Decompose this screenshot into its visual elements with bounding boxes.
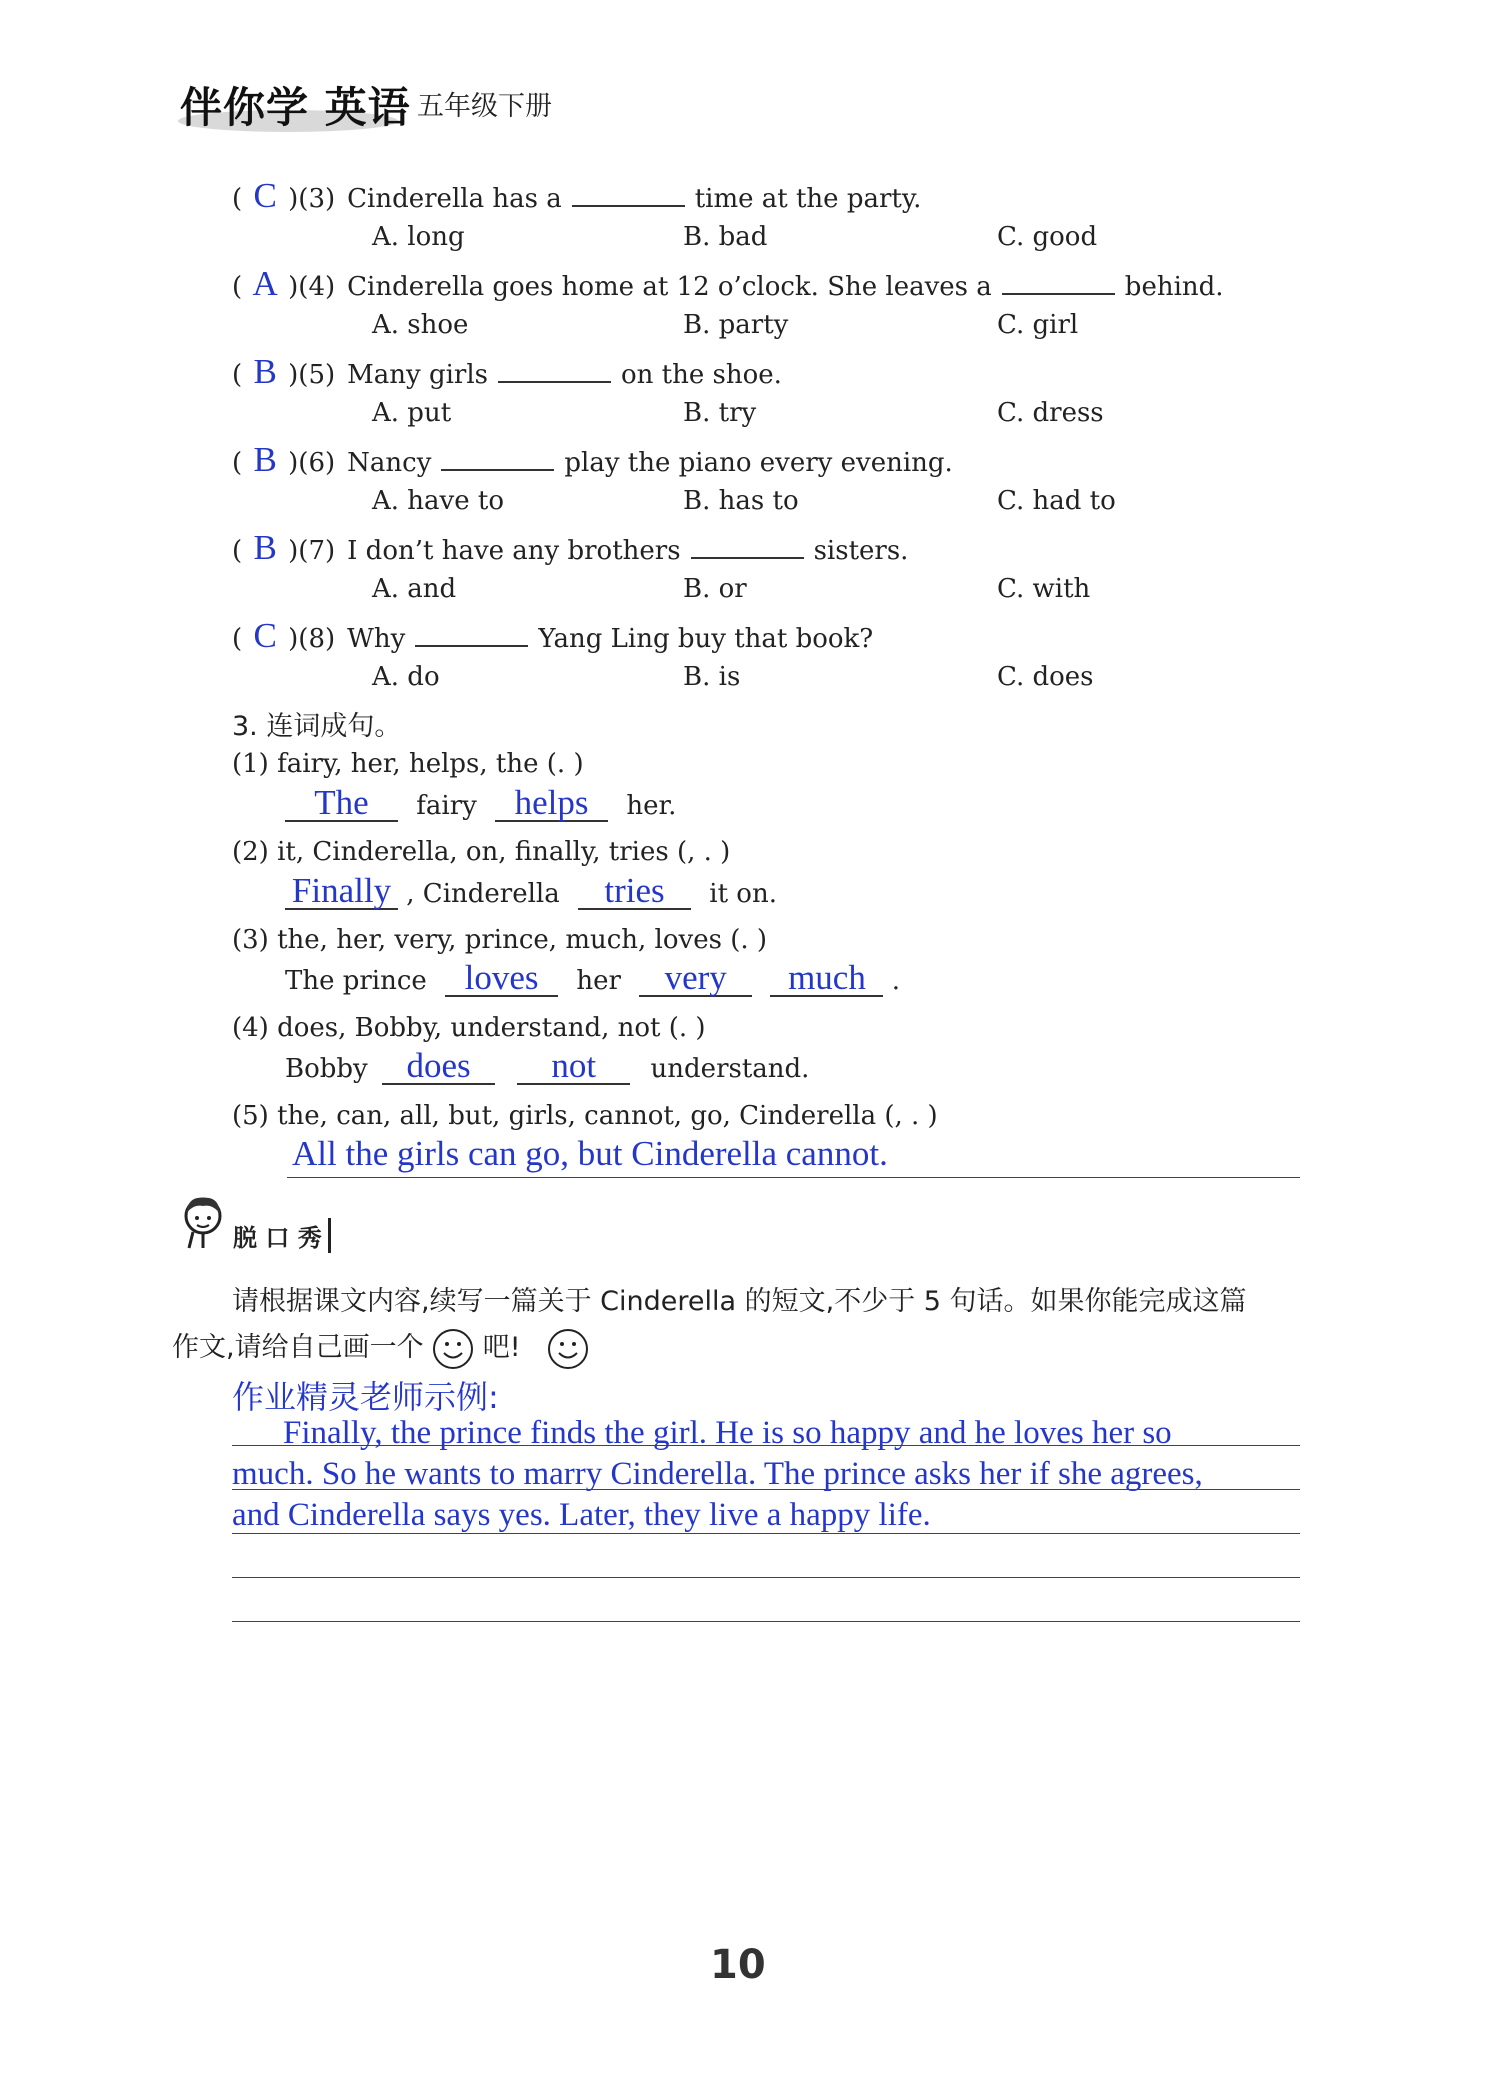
mcq-question — [232, 530, 908, 565]
mcq-blank — [415, 625, 528, 647]
mcq-number: )(6) — [288, 448, 336, 478]
mcq-question — [232, 618, 873, 653]
mcq-stem-before: Cinderella has a — [347, 184, 562, 214]
mcq-option: B. bad — [683, 222, 768, 252]
mcq-option: A. shoe — [372, 310, 469, 340]
sample-line-2: much. So he wants to marry Cinderella. The prince asks her if she agrees, — [232, 1456, 1203, 1492]
mcq-blank — [441, 449, 554, 471]
teacher-example-label: 作业精灵老师示例: — [232, 1378, 499, 1416]
mcq-stem-after: time at the party. — [694, 184, 922, 214]
talk-show-badge: 脱 口 秀 — [233, 1218, 331, 1253]
s3-1-blank-b: helps — [495, 785, 608, 822]
mcq-answer: B — [253, 528, 277, 567]
s3-4-lead: Bobby — [285, 1054, 368, 1084]
mcq-blank — [572, 185, 685, 207]
s3-4-blank-a: does — [382, 1048, 495, 1085]
mcq-stem-before: Nancy — [347, 448, 432, 478]
mcq-stem-before: Why — [347, 624, 406, 654]
mcq-option: C. girl — [997, 310, 1079, 340]
s3-answer-line-3 — [285, 960, 900, 997]
s3-prompt-1: (1) fairy, her, helps, the (. ) — [232, 749, 584, 779]
s3-5-line — [287, 1177, 1300, 1178]
mcq-stem-after: play the piano every evening. — [564, 448, 953, 478]
mcq-answer: C — [253, 616, 277, 655]
brand-title: 伴你学 英语 — [180, 83, 411, 132]
mcq-stem-before: Many girls — [347, 360, 489, 390]
s3-3-end: . — [891, 966, 900, 996]
mcq-option: A. long — [372, 222, 465, 252]
mcq-option: B. try — [683, 398, 757, 428]
s3-3-blank-c: much — [770, 960, 883, 997]
mcq-option: C. dress — [997, 398, 1104, 428]
s3-2-blank-a: Finally — [285, 873, 398, 910]
mcq-open-paren: ( — [232, 536, 243, 566]
mcq-answer: B — [253, 440, 277, 479]
mcq-blank — [1002, 273, 1115, 295]
s3-1-text: fairy — [416, 791, 477, 821]
mcq-open-paren: ( — [232, 360, 243, 390]
mcq-option: B. has to — [683, 486, 799, 516]
header — [170, 70, 770, 140]
mcq-number: )(7) — [288, 536, 336, 566]
s3-3-blank-a: loves — [445, 960, 558, 997]
s3-4-blank-b: not — [517, 1048, 630, 1085]
mcq-stem-after: Yang Ling buy that book? — [538, 624, 874, 654]
s3-prompt-2: (2) it, Cinderella, on, finally, tries (, . ) — [232, 837, 731, 867]
section3-title: 3. 连词成句。 — [232, 711, 402, 742]
mcq-option: C. does — [997, 662, 1094, 692]
s3-2-end: it on. — [709, 879, 777, 909]
page-number: 10 — [710, 1942, 766, 1988]
mcq-number: )(3) — [288, 184, 336, 214]
mcq-option: C. had to — [997, 486, 1116, 516]
mcq-option: B. party — [683, 310, 789, 340]
s3-prompt-3: (3) the, her, very, prince, much, loves (. ) — [232, 925, 768, 955]
writing-line-2 — [232, 1489, 1300, 1490]
grade-label: 五年级下册 — [417, 91, 552, 122]
s3-answer-line-2 — [285, 873, 777, 910]
mcq-answer: A — [252, 264, 278, 303]
mcq-number: )(4) — [288, 272, 336, 302]
mcq-option: C. with — [997, 574, 1091, 604]
writing-line-3 — [232, 1533, 1300, 1534]
sample-line-1: Finally, the prince finds the girl. He is so happy and he loves her so — [283, 1415, 1172, 1451]
mcq-blank — [498, 361, 611, 383]
mcq-stem-before: Cinderella goes home at 12 o’clock. She leaves a — [347, 272, 992, 302]
mcq-option: B. or — [683, 574, 747, 604]
s3-prompt-4: (4) does, Bobby, understand, not (. ) — [232, 1013, 706, 1043]
s3-1-end: her. — [626, 791, 677, 821]
s3-3-blank-b: very — [639, 960, 752, 997]
mcq-stem-after: behind. — [1124, 272, 1224, 302]
mcq-number: )(5) — [288, 360, 336, 390]
mcq-option: B. is — [683, 662, 741, 692]
mcq-number: )(8) — [288, 624, 336, 654]
mcq-open-paren: ( — [232, 272, 243, 302]
s3-5-answer: All the girls can go, but Cinderella cannot. — [292, 1134, 888, 1173]
s3-1-blank-a: The — [285, 785, 398, 822]
mcq-stem-after: on the shoe. — [621, 360, 782, 390]
mcq-option: C. good — [997, 222, 1098, 252]
s3-3-text: her — [576, 966, 621, 996]
mcq-answer: C — [253, 176, 277, 215]
mcq-open-paren: ( — [232, 624, 243, 654]
instruction-2-text: 作文,请给自己画一个 — [172, 1332, 424, 1363]
mcq-blank — [691, 537, 804, 559]
mcq-option: A. and — [372, 574, 457, 604]
mcq-answer: B — [253, 352, 277, 391]
mcq-question — [232, 266, 1224, 301]
talk-show-instruction-2 — [172, 1325, 589, 1370]
talk-show-header — [173, 1190, 373, 1252]
talk-show-instruction-1: 请根据课文内容,续写一篇关于 Cinderella 的短文,不少于 5 句话。如果你能完成这篇 — [232, 1286, 1247, 1317]
mcq-option: A. put — [372, 398, 452, 428]
mcq-stem-before: I don’t have any brothers — [347, 536, 681, 566]
mcq-question — [232, 178, 921, 213]
girl-mascot-icon — [173, 1190, 233, 1252]
mcq-question — [232, 354, 782, 389]
mcq-question — [232, 442, 953, 477]
writing-line-5 — [232, 1621, 1300, 1622]
instruction-2-tail: 吧! — [482, 1332, 521, 1363]
writing-line-1 — [232, 1445, 1300, 1446]
s3-answer-line-4 — [285, 1048, 809, 1085]
sample-line-3: and Cinderella says yes. Later, they live a happy life. — [232, 1497, 931, 1533]
mcq-option: A. do — [372, 662, 440, 692]
writing-line-4 — [232, 1577, 1300, 1578]
smiley-face-icon — [547, 1328, 589, 1370]
mcq-stem-after: sisters. — [813, 536, 909, 566]
smiley-face-icon — [432, 1328, 474, 1370]
s3-4-end: understand. — [650, 1054, 810, 1084]
mcq-option: A. have to — [372, 486, 504, 516]
s3-3-lead: The prince — [285, 966, 427, 996]
mcq-open-paren: ( — [232, 184, 243, 214]
s3-2-text: , Cinderella — [406, 879, 560, 909]
mcq-open-paren: ( — [232, 448, 243, 478]
s3-answer-line-1 — [285, 785, 676, 822]
s3-prompt-5: (5) the, can, all, but, girls, cannot, go, Cinderella (, . ) — [232, 1101, 938, 1131]
s3-2-blank-b: tries — [578, 873, 691, 910]
